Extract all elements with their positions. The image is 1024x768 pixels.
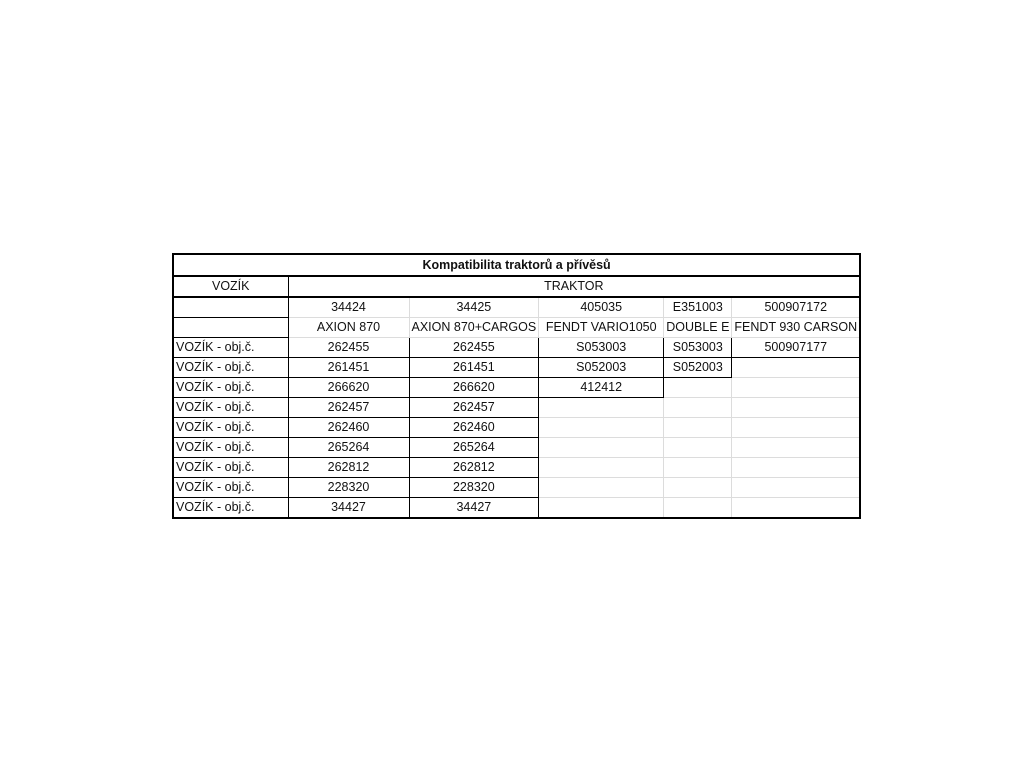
part-number-cell[interactable] <box>732 378 860 398</box>
part-number-cell[interactable] <box>732 358 860 378</box>
part-number-cell[interactable]: S052003 <box>664 358 732 378</box>
part-number-cell[interactable]: 262457 <box>288 398 409 418</box>
part-number-cell[interactable] <box>732 398 860 418</box>
tractor-numbers-row <box>173 297 860 318</box>
part-number-cell[interactable]: S053003 <box>539 338 664 358</box>
table-title[interactable]: Kompatibilita traktorů a přívěsů <box>173 254 860 276</box>
tractor-names-row <box>173 318 860 338</box>
part-number-cell[interactable]: 34427 <box>288 498 409 519</box>
tractor-name-cell[interactable]: FENDT 930 CARSON <box>732 318 860 338</box>
row-label-cell[interactable]: VOZÍK - obj.č. <box>173 418 288 438</box>
row-label-cell[interactable]: VOZÍK - obj.č. <box>173 378 288 398</box>
part-number-cell[interactable] <box>539 418 664 438</box>
part-number-cell[interactable]: 262455 <box>288 338 409 358</box>
part-number-cell[interactable] <box>664 398 732 418</box>
tractor-number-cell[interactable]: E351003 <box>664 297 732 318</box>
tractor-number-cell[interactable]: 34424 <box>288 297 409 318</box>
part-number-cell[interactable]: S053003 <box>664 338 732 358</box>
part-number-cell[interactable] <box>539 398 664 418</box>
tractor-number-cell[interactable]: 405035 <box>539 297 664 318</box>
part-number-cell[interactable]: 266620 <box>409 378 539 398</box>
part-number-cell[interactable] <box>732 458 860 478</box>
part-number-cell[interactable] <box>664 438 732 458</box>
part-number-cell[interactable] <box>732 418 860 438</box>
part-number-cell[interactable]: 265264 <box>288 438 409 458</box>
part-number-cell[interactable]: 262812 <box>288 458 409 478</box>
part-number-cell[interactable] <box>732 478 860 498</box>
table-row <box>173 418 860 438</box>
part-number-cell[interactable]: 265264 <box>409 438 539 458</box>
tractor-number-cell[interactable]: 500907172 <box>732 297 860 318</box>
part-number-cell[interactable]: 262460 <box>288 418 409 438</box>
part-number-cell[interactable]: 34427 <box>409 498 539 519</box>
tractor-number-cell[interactable]: 34425 <box>409 297 539 318</box>
part-number-cell[interactable]: 266620 <box>288 378 409 398</box>
part-number-cell[interactable] <box>539 478 664 498</box>
part-number-cell[interactable]: 412412 <box>539 378 664 398</box>
table-row <box>173 498 860 519</box>
part-number-cell[interactable] <box>664 458 732 478</box>
tractor-name-cell[interactable]: AXION 870+CARGOS <box>409 318 539 338</box>
part-number-cell[interactable] <box>664 478 732 498</box>
tractor-name-cell[interactable]: DOUBLE E <box>664 318 732 338</box>
table-row <box>173 438 860 458</box>
row-label-cell[interactable]: VOZÍK - obj.č. <box>173 338 288 358</box>
tractor-name-cell[interactable]: FENDT VARIO1050 <box>539 318 664 338</box>
part-number-cell[interactable] <box>539 498 664 519</box>
row-label-cell[interactable]: VOZÍK - obj.č. <box>173 478 288 498</box>
part-number-cell[interactable]: 262457 <box>409 398 539 418</box>
part-number-cell[interactable]: 262455 <box>409 338 539 358</box>
row-label-cell[interactable]: VOZÍK - obj.č. <box>173 498 288 519</box>
table-row <box>173 338 860 358</box>
empty-cell[interactable] <box>173 297 288 318</box>
vozik-header[interactable]: VOZÍK <box>173 276 288 297</box>
part-number-cell[interactable] <box>539 458 664 478</box>
table-row <box>173 478 860 498</box>
table-row <box>173 378 860 398</box>
traktor-header[interactable]: TRAKTOR <box>288 276 860 297</box>
part-number-cell[interactable] <box>664 418 732 438</box>
part-number-cell[interactable] <box>732 438 860 458</box>
part-number-cell[interactable]: 261451 <box>409 358 539 378</box>
compatibility-table <box>172 253 861 519</box>
table-row <box>173 458 860 478</box>
part-number-cell[interactable] <box>664 378 732 398</box>
empty-cell[interactable] <box>173 318 288 338</box>
part-number-cell[interactable]: 262812 <box>409 458 539 478</box>
part-number-cell[interactable] <box>664 498 732 519</box>
part-number-cell[interactable]: 228320 <box>288 478 409 498</box>
row-label-cell[interactable]: VOZÍK - obj.č. <box>173 358 288 378</box>
part-number-cell[interactable]: 500907177 <box>732 338 860 358</box>
table-row <box>173 358 860 378</box>
part-number-cell[interactable]: 262460 <box>409 418 539 438</box>
row-label-cell[interactable]: VOZÍK - obj.č. <box>173 398 288 418</box>
tractor-name-cell[interactable]: AXION 870 <box>288 318 409 338</box>
part-number-cell[interactable]: S052003 <box>539 358 664 378</box>
part-number-cell[interactable]: 261451 <box>288 358 409 378</box>
part-number-cell[interactable] <box>539 438 664 458</box>
table-row <box>173 398 860 418</box>
row-label-cell[interactable]: VOZÍK - obj.č. <box>173 438 288 458</box>
part-number-cell[interactable]: 228320 <box>409 478 539 498</box>
row-label-cell[interactable]: VOZÍK - obj.č. <box>173 458 288 478</box>
part-number-cell[interactable] <box>732 498 860 519</box>
